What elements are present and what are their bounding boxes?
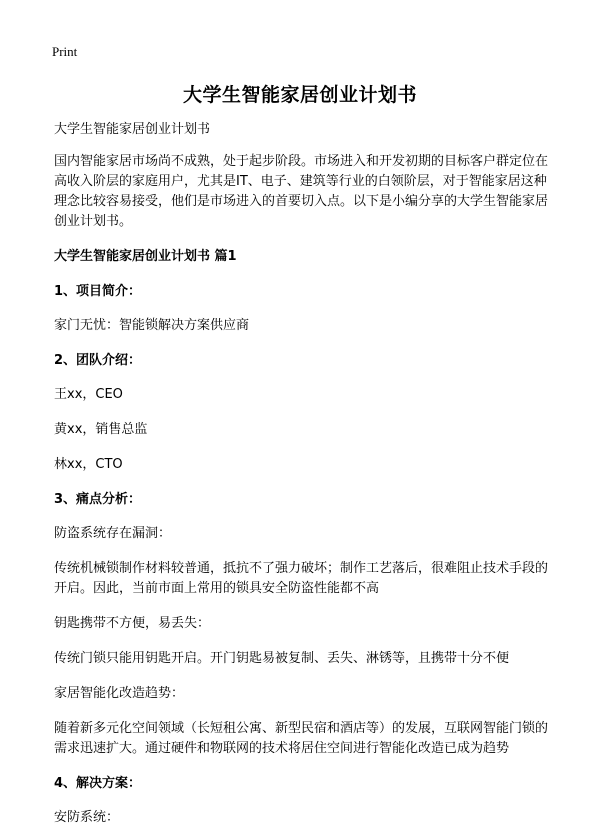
- pain-subheading: 家居智能化改造趋势：: [54, 686, 185, 701]
- pain-paragraph: 传统机械锁制作材料较普通，抵抗不了强力破坏；制作工艺落后，很难阻止技术手段的开启。因此，当前市面上常用的锁具安全防盗性能都不高: [54, 561, 549, 596]
- pain-subheading: 钥匙携带不方便，易丢失：: [54, 616, 211, 631]
- pain-paragraph: 传统门锁只能用钥匙开启。开门钥匙易被复制、丢失、淋锈等，且携带十分不便: [54, 651, 510, 666]
- team-member: 王xx，CEO: [54, 387, 123, 402]
- section-heading-pain: 3、痛点分析：: [54, 492, 142, 507]
- section-heading-solution: 4、解决方案：: [54, 776, 142, 791]
- document-body: [54, 120, 550, 828]
- team-member: 黄xx，销售总监: [54, 422, 148, 437]
- article-heading: 大学生智能家居创业计划书 篇1: [54, 249, 237, 264]
- intro-title: 大学生智能家居创业计划书: [54, 122, 211, 137]
- document-title: 大学生智能家居创业计划书: [182, 84, 417, 106]
- pain-paragraph: 随着新多元化空间领域（长短租公寓、新型民宿和酒店等）的发展，互联网智能门锁的需求迅速扩大。通过硬件和物联网的技术将居住空间进行智能化改造已成为趋势: [54, 721, 549, 756]
- solution-subheading: 安防系统：: [54, 810, 120, 825]
- intro-paragraph: 国内智能家居市场尚不成熟，处于起步阶段。市场进入和开发初期的目标客户群定位在高收入阶层的家庭用户，尤其是IT、电子、建筑等行业的白领阶层，对于智能家居这种理念比较容易接受，他们是市场进入的首要切入点。以下是小编分享的大学生智能家居创业计划书。: [54, 154, 549, 229]
- section-heading-project: 1、项目简介：: [54, 284, 142, 299]
- print-label: Print: [52, 44, 78, 59]
- team-member: 林xx，CTO: [54, 457, 123, 472]
- project-text: 家门无忧：智能锁解决方案供应商: [54, 318, 250, 333]
- section-heading-team: 2、团队介绍：: [54, 353, 142, 368]
- pain-subheading: 防盗系统存在漏洞：: [54, 526, 172, 541]
